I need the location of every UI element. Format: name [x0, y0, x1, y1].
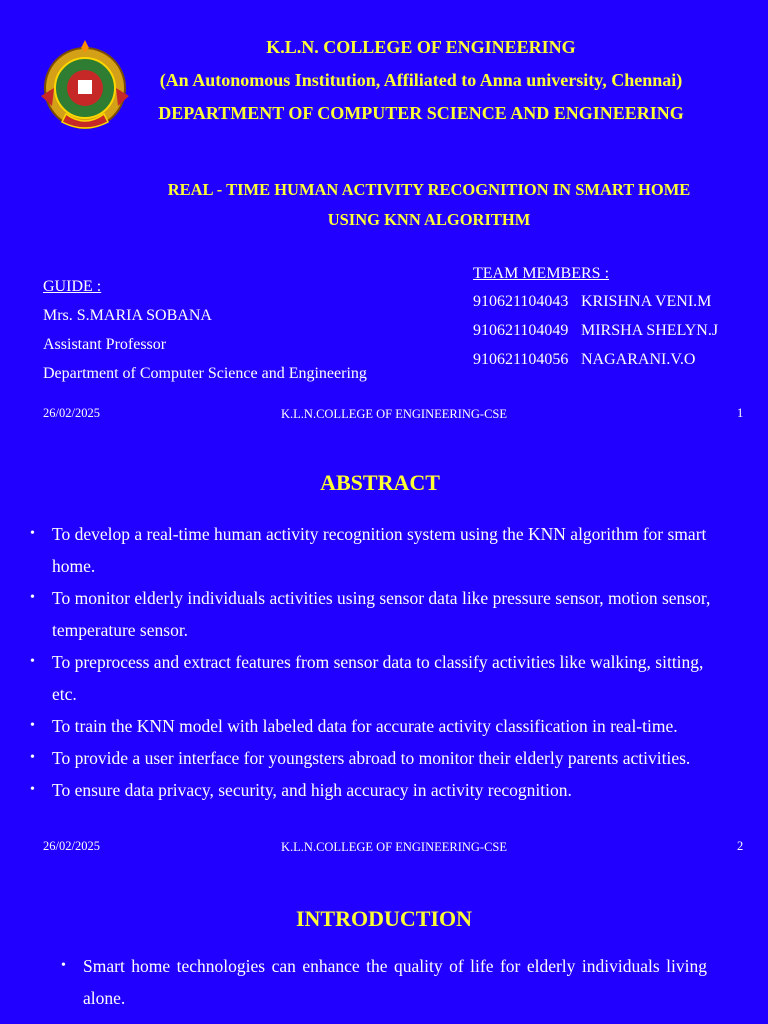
team-member-name: NAGARANI.V.O [581, 351, 696, 368]
footer-college: K.L.N.COLLEGE OF ENGINEERING-CSE [281, 840, 508, 854]
list-item [30, 582, 720, 646]
bullet-icon: • [61, 958, 66, 973]
bullet-icon: • [30, 718, 35, 733]
list-item [30, 646, 720, 710]
footer-college: K.L.N.COLLEGE OF ENGINEERING-CSE [281, 407, 508, 421]
list-item [30, 710, 720, 742]
bullet-text: To preprocess and extract features from sensor data to classify activities like walking, sitting, etc. [52, 652, 704, 704]
bullet-text: To monitor elderly individuals activities using sensor data like pressure sensor, motion sensor, temperature sensor. [52, 588, 711, 640]
college-affiliation: (An Autonomous Institution, Affiliated to Anna university, Chennai) [159, 70, 683, 90]
abstract-title: ABSTRACT [320, 470, 440, 495]
footer-page-number: 2 [737, 839, 744, 853]
bullet-icon: • [30, 590, 35, 605]
college-name: K.L.N. COLLEGE OF ENGINEERING [266, 37, 576, 57]
bullet-icon: • [30, 750, 35, 765]
abstract-bullet-list [30, 518, 720, 806]
bullet-text: To provide a user interface for youngsters abroad to monitor their elderly parents activities. [52, 748, 691, 768]
team-member-name: MIRSHA SHELYN.J [581, 322, 719, 339]
team-member-name: KRISHNA VENI.M [581, 293, 712, 310]
list-item [30, 774, 720, 806]
bullet-text: Smart home technologies can enhance the quality of life for elderly individuals living alone. [83, 956, 707, 1008]
footer-page-number: 1 [737, 406, 744, 420]
bullet-icon: • [30, 526, 35, 541]
footer-date: 26/02/2025 [43, 839, 100, 853]
bullet-icon: • [30, 782, 35, 797]
team-member-id: 910621104049 [473, 322, 569, 339]
bullet-icon: • [30, 654, 35, 669]
department-name: DEPARTMENT OF COMPUTER SCIENCE AND ENGINEERING [158, 103, 684, 123]
team-member-id: 910621104043 [473, 293, 569, 310]
guide-department: Department of Computer Science and Engineering [43, 365, 367, 382]
guide-heading: GUIDE : [43, 278, 102, 295]
slide-2 [0, 432, 768, 864]
bullet-text: To develop a real-time human activity recognition system using the KNN algorithm for smart home. [52, 524, 707, 576]
slide-1 [0, 0, 768, 432]
bullet-text: To train the KNN model with labeled data for accurate activity classification in real-time. [52, 716, 678, 736]
bullet-text: To ensure data privacy, security, and high accuracy in activity recognition. [52, 780, 572, 800]
introduction-title: INTRODUCTION [295, 906, 473, 931]
team-member-id: 910621104056 [473, 351, 569, 368]
team-heading: TEAM MEMBERS : [473, 265, 610, 282]
list-item [30, 742, 720, 774]
footer-date: 26/02/2025 [43, 406, 100, 420]
guide-name: Mrs. S.MARIA SOBANA [43, 307, 212, 324]
guide-designation: Assistant Professor [43, 336, 167, 353]
project-title-line-2: USING KNN ALGORITHM [327, 210, 531, 229]
list-item [30, 518, 720, 582]
list-item [61, 950, 707, 1014]
introduction-bullet-list [61, 950, 707, 1014]
slide-3 [0, 864, 768, 1024]
project-title-line-1: REAL - TIME HUMAN ACTIVITY RECOGNITION IN SMART HOME [167, 180, 691, 199]
